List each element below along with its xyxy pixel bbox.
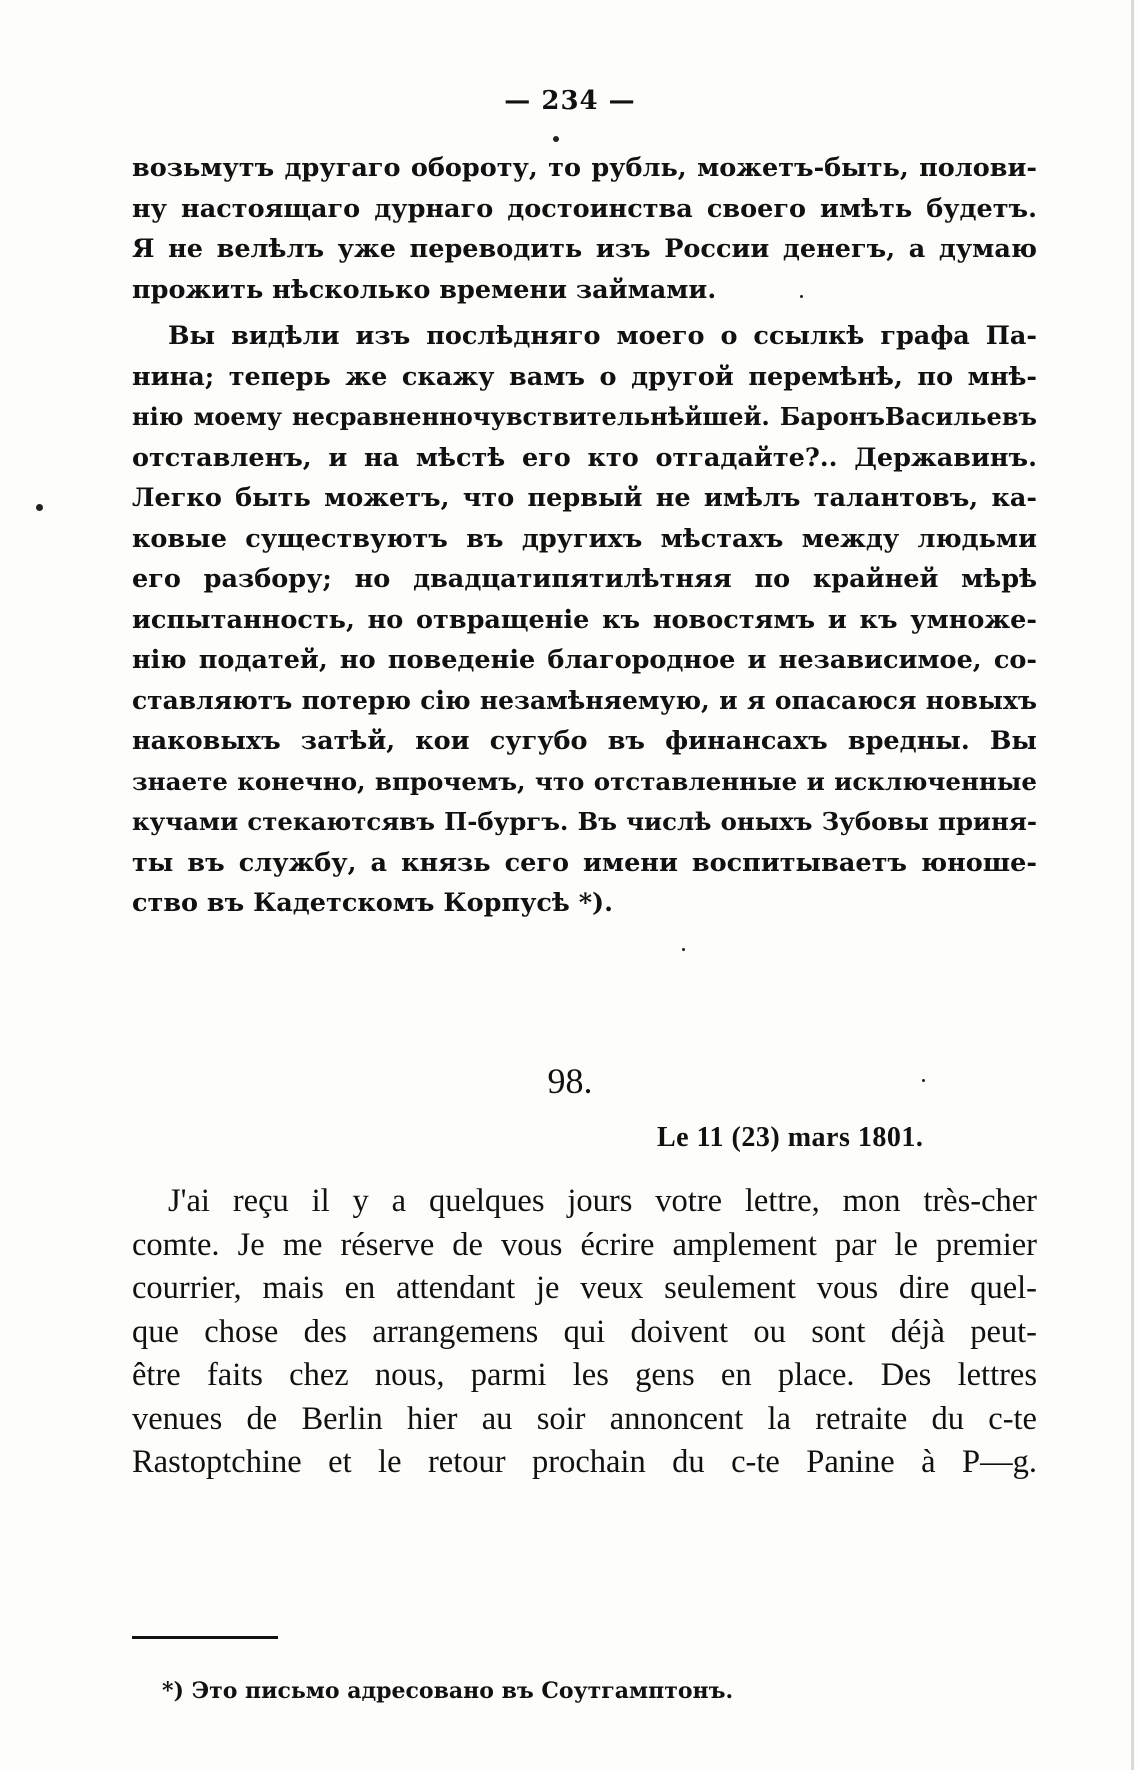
print-speck	[682, 948, 685, 951]
text-line: être faits chez nous, parmi les gens en place. Des lettres	[132, 1357, 1037, 1393]
text-line: прожить нѣсколько времени займами.	[132, 274, 717, 305]
text-line: Я не велѣлъ уже переводить изъ России денегъ, а думаю	[132, 234, 1037, 264]
text-line: ты въ службу, а князь сего имени воспитываетъ юноше-	[132, 847, 1037, 878]
print-speck	[553, 136, 559, 142]
text-line: ну настоящаго дурнаго достоинства своего имѣть будетъ.	[132, 193, 1037, 224]
french-letter-text	[132, 1180, 1037, 1485]
text-line: Легко быть можетъ, что первый не имѣлъ талантовъ, ка-	[132, 483, 1037, 513]
print-speck	[800, 295, 803, 298]
text-line: Rastoptchine et le retour prochain du c-te Panine à P—g.	[132, 1444, 1037, 1480]
page-number: — 234 —	[504, 86, 636, 116]
text-line: нію податей, но поведеніе благородное и независимое, со-	[132, 645, 1037, 675]
text-line: venues de Berlin hier au soir annoncent la retraite du c-te	[132, 1400, 1037, 1437]
letter-number: 98.	[547, 1061, 593, 1101]
text-line: испытанность, но отвращеніе къ новостямъ и къ умноже-	[132, 604, 1037, 635]
text-line: J'ai reçu il y a quelques jours votre lettre, mon très-cher	[168, 1183, 1037, 1219]
footnote-divider	[132, 1636, 278, 1639]
text-line: нина; теперь же скажу вамъ о другой перемѣнѣ, по мнѣ-	[132, 361, 1037, 392]
print-speck	[36, 504, 43, 511]
text-line: отставленъ, и на мѣстѣ его кто отгадайте?.. Державинъ.	[132, 442, 1037, 473]
text-line: возьмутъ другаго обороту, то рубль, можетъ-быть, полови-	[132, 153, 1037, 183]
letter-dateline: Le 11 (23) mars 1801.	[657, 1122, 924, 1153]
text-line: знаете конечно, впрочемъ, что отставленные и исключенные	[132, 766, 1037, 796]
text-line: ставляютъ потерю сію незамѣняемую, и я опасаюся новыхъ	[132, 685, 1037, 715]
text-line: его разбору; но двадцатипятилѣтняя по крайней мѣрѣ	[132, 564, 1037, 594]
text-line: comte. Je me réserve de vous écrire amplement par le premier	[132, 1226, 1037, 1263]
text-line: нію моему несравненночувствительнѣйшей. БаронъВасильевъ	[132, 402, 1037, 431]
text-line: ковые существуютъ въ другихъ мѣстахъ между людьми	[132, 523, 1037, 554]
russian-letter-text	[132, 148, 1037, 924]
text-line: наковыхъ затѣй, кои сугубо въ финансахъ вредны. Вы	[132, 726, 1037, 756]
text-line: Вы видѣли изъ послѣдняго моего о ссылкѣ графа Па-	[168, 321, 1037, 351]
text-line: ство въ Кадетскомъ Корпусѣ *).	[132, 888, 614, 918]
footnote: *) Это письмо адресовано въ Соутгамптонъ.	[162, 1678, 734, 1704]
print-speck	[922, 1079, 925, 1082]
page-edge-rule	[1131, 0, 1134, 1770]
text-line: que chose des arrangemens qui doivent ou sont déjà peut-	[132, 1313, 1037, 1350]
text-line: courrier, mais en attendant je veux seulement vous dire quel-	[132, 1270, 1037, 1306]
text-line: кучами стекаютсявъ П-бургъ. Въ числѣ оныхъ Зубовы приня-	[132, 807, 1037, 836]
